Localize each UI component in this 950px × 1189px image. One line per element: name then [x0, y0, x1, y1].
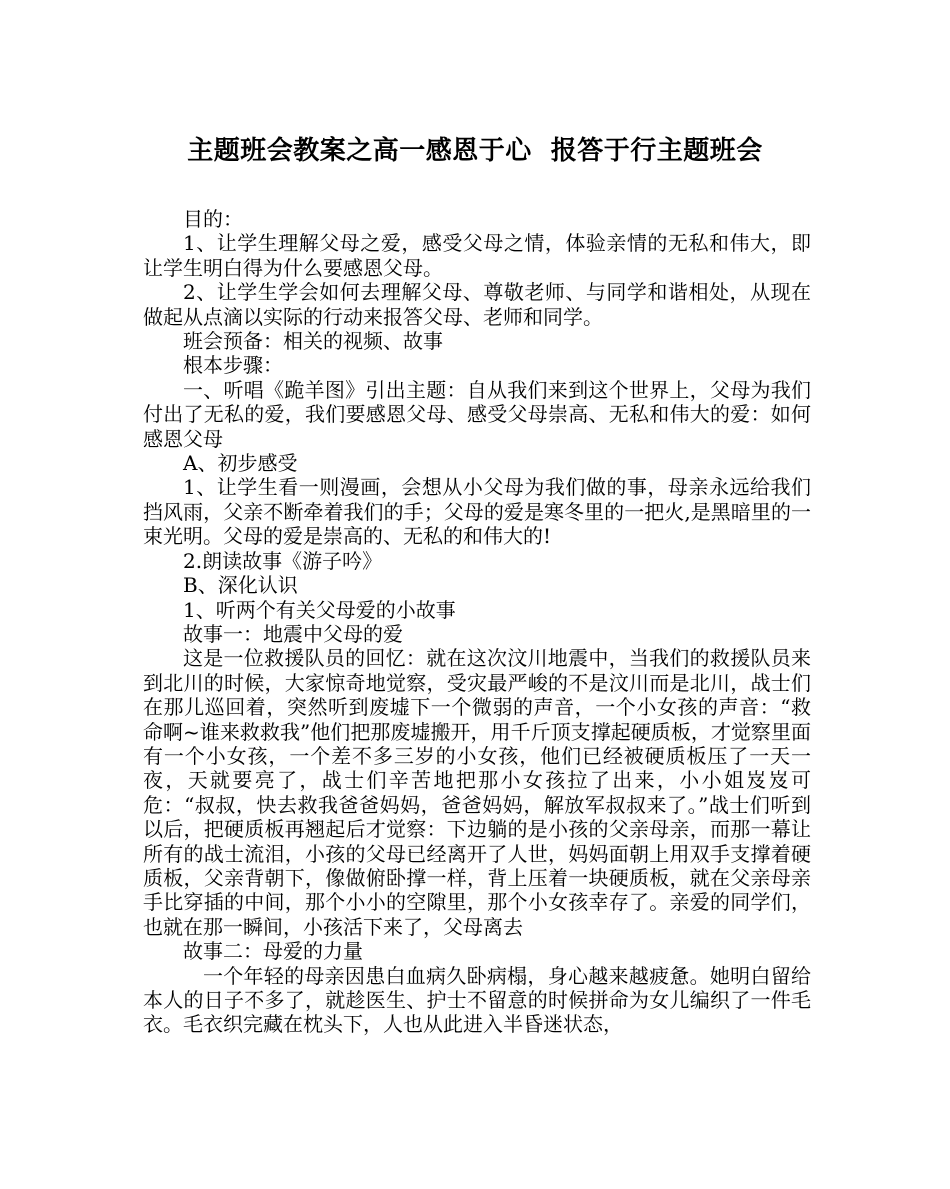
paragraph-story-1-body: 这是一位救援队员的回忆：就在这次汶川地震中，当我们的救援队员来到北川的时候，大家惊奇地觉察，受灾最严峻的不是汶川而是北川，战士们在那儿巡回着，突然听到废墟下一个微弱的声音，一个小女孩的声音：“救命啊~谁来救救我”他们把那废墟搬开，用千斤顶支撑起硬质板，才觉察里面有一个小女孩，一个差不多三岁的小女孩，他们已经被硬质板压了一天一夜，天就要亮了，战士们辛苦地把那小女孩拉了出来，小小姐岌岌可危：“叔叔，快去救我爸爸妈妈，爸爸妈妈，解放军叔叔来了。”战士们听到以后，把硬质板再翘起后才觉察：下边躺的是小孩的父亲母亲，而那一幕让所有的战士流泪，小孩的父母已经离开了人世，妈妈面朝上用双手支撑着硬质板，父亲背朝下，像做俯卧撑一样，背上压着一块硬质板，就在父亲母亲手比穿插的中间，那个小小的空隙里，那个小女孩幸存了。亲爱的同学们，也就在那一瞬间，小孩活下来了，父母离去: [143, 646, 811, 939]
paragraph-section-b: B、深化认识: [183, 573, 298, 598]
paragraph-a-2: 2.朗读故事《游子吟》: [183, 548, 383, 573]
paragraph-preparation: 班会预备：相关的视频、故事: [183, 329, 443, 354]
paragraph-story-1-heading: 故事一：地震中父母的爱: [183, 621, 403, 646]
paragraph-b-1: 1、听两个有关父母爱的小故事: [183, 597, 456, 622]
document-body: [143, 207, 811, 1037]
paragraph-purpose-1: 1、让学生理解父母之爱，感受父母之情，体验亲情的无私和伟大，即让学生明白得为什么要感恩父母。: [143, 231, 811, 280]
paragraph-purpose-heading: 目的：: [183, 207, 243, 231]
document-title: 主题班会教案之高一感恩于心 报答于行主题班会: [187, 136, 763, 166]
paragraph-section-a: A、初步感受: [183, 451, 298, 476]
paragraph-purpose-2: 2、让学生学会如何去理解父母、尊敬老师、与同学和谐相处，从现在做起从点滴以实际的行动来报答父母、老师和同学。: [143, 280, 811, 329]
paragraph-story-2-heading: 故事二：母爱的力量: [183, 939, 363, 964]
paragraph-story-2-body: 一个年轻的母亲因患白血病久卧病榻，身心越来越疲惫。她明白留给本人的日子不多了，就趁医生、护士不留意的时候拼命为女儿编织了一件毛衣。毛衣织完藏在枕头下，人也从此进入半昏迷状态，: [143, 963, 811, 1037]
paragraph-steps-heading: 根本步骤：: [183, 353, 283, 378]
paragraph-a-1: 1、让学生看一则漫画，会想从小父母为我们做的事，母亲永远给我们挡风雨，父亲不断牵着我们的手；父母的爱是寒冬里的一把火,是黑暗里的一束光明。父母的爱是崇高的、无私的和伟大的!: [143, 475, 811, 549]
paragraph-step-1: 一、听唱《跪羊图》引出主题：自从我们来到这个世界上，父母为我们付出了无私的爱，我们要感恩父母、感受父母崇高、无私和伟大的爱：如何感恩父母: [143, 377, 811, 451]
